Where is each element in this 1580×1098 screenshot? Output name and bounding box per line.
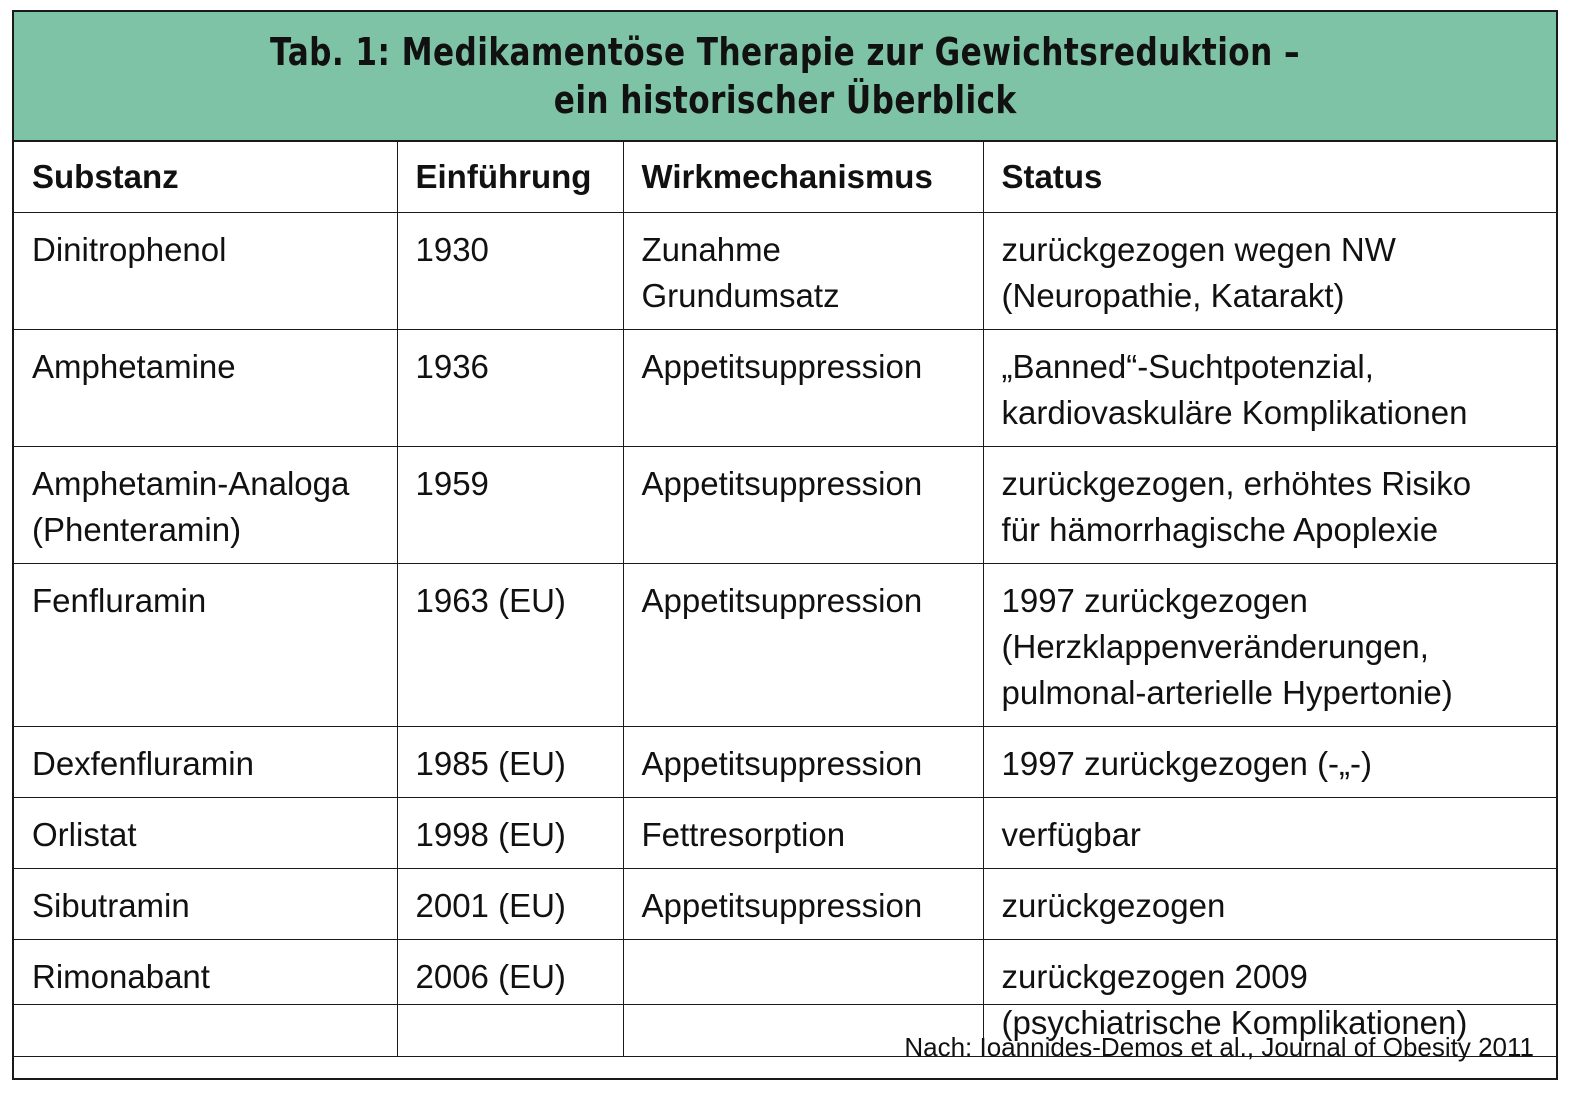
cell-status (983, 447, 1556, 564)
cell-text: 1997 zurückgezogen (-„-) (1001, 745, 1373, 782)
cell-einfuehrung (397, 447, 623, 564)
cell-text: zurückgezogen wegen NW (1001, 231, 1396, 268)
cell-substanz (14, 330, 397, 447)
cell-text: 1930 (415, 231, 489, 268)
cell-text: Appetitsuppression (641, 348, 923, 385)
column-header-einfuehrung: Einführung (397, 142, 623, 213)
cell-status (983, 213, 1556, 330)
cell-text: 1963 (EU) (415, 582, 566, 619)
cell-substanz (14, 727, 397, 798)
table-frame (12, 10, 1558, 1080)
cell-text: 1998 (EU) (415, 816, 566, 853)
cell-text: zurückgezogen, erhöhtes Risiko (1001, 465, 1472, 502)
cell-text: Zunahme (641, 231, 781, 268)
cell-status (983, 798, 1556, 869)
cell-status (983, 330, 1556, 447)
cell-text: Amphetamin-Analoga (32, 465, 350, 502)
cell-einfuehrung (397, 330, 623, 447)
column-header-substanz: Substanz (14, 142, 397, 213)
cell-text: Appetitsuppression (641, 582, 923, 619)
cell-text: 2006 (EU) (415, 958, 566, 995)
cell-text: „Banned“-Suchtpotenzial, (1001, 348, 1374, 385)
table-row (14, 869, 1556, 940)
cell-text: 1985 (EU) (415, 745, 566, 782)
cell-text: Sibutramin (32, 887, 190, 924)
cell-text: Appetitsuppression (641, 745, 923, 782)
therapy-table (14, 142, 1556, 1057)
cell-text: Fenfluramin (32, 582, 207, 619)
cell-text: 1959 (415, 465, 489, 502)
cell-text: verfügbar (1001, 816, 1141, 853)
table-row (14, 727, 1556, 798)
cell-substanz (14, 869, 397, 940)
table-row (14, 798, 1556, 869)
column-header-status: Status (983, 142, 1556, 213)
cell-text: Appetitsuppression (641, 887, 923, 924)
cell-status (983, 727, 1556, 798)
table-row (14, 447, 1556, 564)
cell-text: 2001 (EU) (415, 887, 566, 924)
cell-substanz (14, 213, 397, 330)
cell-text: kardiovaskuläre Komplikationen (1001, 394, 1468, 431)
cell-status (983, 564, 1556, 727)
cell-text: Appetitsuppression (641, 465, 923, 502)
cell-text: (psychiatrische Komplikationen) (1001, 1004, 1468, 1041)
cell-einfuehrung (397, 798, 623, 869)
cell-text: Dinitrophenol (32, 231, 227, 268)
table-title (14, 12, 1556, 142)
cell-einfuehrung (397, 869, 623, 940)
cell-text: 1997 zurückgezogen (1001, 582, 1308, 619)
cell-einfuehrung (397, 213, 623, 330)
title-line-2: ein historischer Überblick (553, 78, 1017, 122)
cell-text: Amphetamine (32, 348, 236, 385)
cell-text: (Phenteramin) (32, 511, 242, 548)
cell-wirkmechanismus (623, 447, 983, 564)
cell-einfuehrung (397, 564, 623, 727)
cell-text: Orlistat (32, 816, 137, 853)
cell-wirkmechanismus (623, 869, 983, 940)
cell-text: Dexfenfluramin (32, 745, 254, 782)
cell-text: (Herzklappenveränderungen, (1001, 628, 1429, 665)
cell-einfuehrung (397, 727, 623, 798)
cell-text: (Neuropathie, Katarakt) (1001, 277, 1345, 314)
cell-text: zurückgezogen (1001, 887, 1226, 924)
cell-wirkmechanismus (623, 330, 983, 447)
cell-status (983, 869, 1556, 940)
cell-wirkmechanismus (623, 564, 983, 727)
cell-text: pulmonal-arterielle Hypertonie) (1001, 674, 1453, 711)
cell-text: 1936 (415, 348, 489, 385)
table-row (14, 564, 1556, 727)
table-row (14, 213, 1556, 330)
cell-text: für hämorrhagische Apoplexie (1001, 511, 1439, 548)
cell-substanz (14, 564, 397, 727)
cell-text: zurückgezogen 2009 (1001, 958, 1308, 995)
cell-substanz (14, 798, 397, 869)
table-row (14, 330, 1556, 447)
header-row (14, 142, 1556, 213)
cell-substanz (14, 447, 397, 564)
cell-wirkmechanismus (623, 727, 983, 798)
cell-wirkmechanismus (623, 798, 983, 869)
title-line-1: Tab. 1: Medikamentöse Therapie zur Gewichtsreduktion – (270, 30, 1300, 74)
cell-wirkmechanismus (623, 213, 983, 330)
cell-text: Rimonabant (32, 958, 210, 995)
cell-text: Grundumsatz (641, 277, 840, 314)
column-header-wirkmechanismus: Wirkmechanismus (623, 142, 983, 213)
cell-text: Fettresorption (641, 816, 846, 853)
source-note: Nach: Ioannides-Demos et al., Journal of Obesity 2011 (14, 1004, 1556, 1078)
table-body (14, 213, 1556, 1057)
